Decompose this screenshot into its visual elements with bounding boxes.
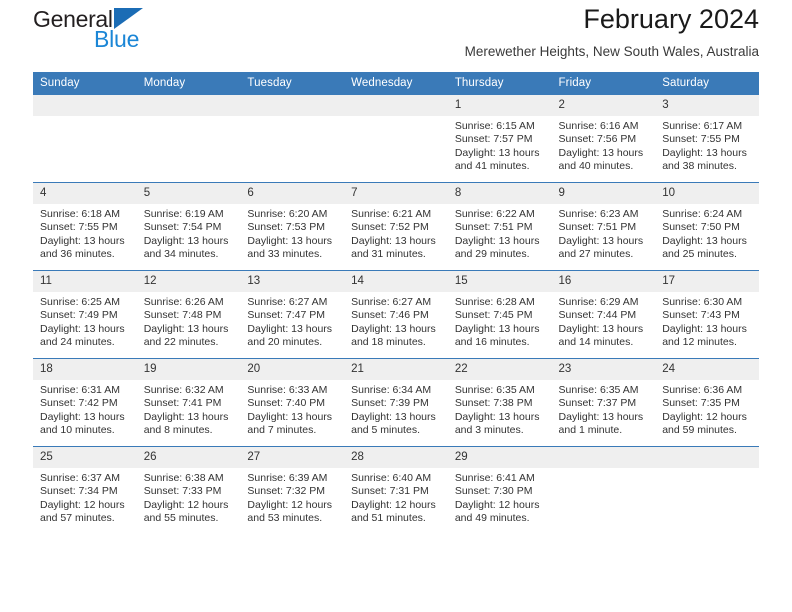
day-cell-content	[240, 183, 344, 270]
daylight-text: Daylight: 12 hours	[247, 498, 333, 511]
sunset-text: Sunset: 7:50 PM	[662, 221, 740, 234]
day-number: 29	[448, 447, 552, 468]
weekday-header-saturday: Saturday	[655, 72, 759, 95]
page-subtitle: Merewether Heights, New South Wales, Australia	[464, 44, 759, 59]
day-cell-content	[240, 271, 344, 358]
calendar-week-row	[33, 271, 759, 359]
sunset-text: Sunset: 7:57 PM	[454, 133, 533, 146]
calendar-day-cell[interactable]	[655, 359, 759, 447]
sunset-text: Sunset: 7:45 PM	[454, 309, 533, 322]
day-sun-info	[344, 204, 448, 262]
daylight-text: Daylight: 12 hours	[662, 410, 747, 423]
sunset-text: Sunset: 7:55 PM	[40, 221, 118, 234]
sunrise-text: Sunrise: 6:35 AM	[558, 384, 639, 396]
sunrise-text: Sunrise: 6:33 AM	[247, 384, 328, 396]
daylight-text-cont: and 14 minutes.	[558, 336, 634, 349]
day-cell-content	[33, 95, 137, 182]
day-sun-info	[137, 468, 241, 526]
calendar-day-cell[interactable]	[33, 271, 137, 359]
day-number: 14	[344, 271, 448, 292]
sunrise-text: Sunrise: 6:28 AM	[454, 296, 535, 308]
daylight-text-cont: and 59 minutes.	[662, 424, 737, 437]
daylight-text: Daylight: 13 hours	[558, 146, 644, 159]
day-number: 3	[655, 95, 759, 116]
daylight-text: Daylight: 12 hours	[351, 498, 436, 511]
day-cell-content	[655, 447, 759, 534]
weekday-header-friday: Friday	[552, 72, 656, 95]
day-number: 20	[240, 359, 344, 380]
calendar-empty-cell	[552, 447, 656, 535]
calendar-week-row	[33, 359, 759, 447]
sunrise-text: Sunrise: 6:40 AM	[351, 472, 432, 484]
daylight-text: Daylight: 13 hours	[454, 322, 540, 335]
day-cell-content	[655, 95, 759, 182]
calendar-day-cell[interactable]	[33, 359, 137, 447]
daylight-text-cont: and 22 minutes.	[143, 336, 219, 349]
sunset-text: Sunset: 7:51 PM	[558, 221, 637, 234]
sunset-text: Sunset: 7:52 PM	[351, 221, 429, 234]
daylight-text: Daylight: 13 hours	[143, 410, 229, 423]
calendar-empty-cell	[137, 95, 241, 183]
daylight-text-cont: and 20 minutes.	[247, 336, 323, 349]
calendar-day-cell[interactable]	[137, 271, 241, 359]
daylight-text: Daylight: 12 hours	[454, 498, 540, 511]
daylight-text-cont: and 51 minutes.	[351, 512, 426, 525]
daylight-text-cont: and 33 minutes.	[247, 248, 323, 261]
sunrise-text: Sunrise: 6:32 AM	[143, 384, 224, 396]
calendar-header-row	[33, 72, 759, 95]
calendar-day-cell[interactable]	[448, 447, 552, 535]
day-sun-info	[240, 380, 344, 438]
sunrise-text: Sunrise: 6:18 AM	[40, 208, 120, 220]
day-cell-content	[552, 95, 656, 182]
day-cell-content	[448, 271, 552, 358]
daylight-text: Daylight: 13 hours	[454, 410, 540, 423]
day-sun-info	[552, 116, 656, 174]
day-number: 21	[344, 359, 448, 380]
day-number: 1	[448, 95, 552, 116]
day-sun-info	[552, 204, 656, 262]
day-cell-content	[655, 271, 759, 358]
calendar-day-cell[interactable]	[33, 183, 137, 271]
day-sun-info	[240, 204, 344, 262]
daylight-text: Daylight: 13 hours	[247, 322, 333, 335]
sunrise-text: Sunrise: 6:17 AM	[662, 120, 743, 132]
weekday-header-wednesday: Wednesday	[344, 72, 448, 95]
sunrise-text: Sunrise: 6:22 AM	[454, 208, 535, 220]
day-number: 8	[448, 183, 552, 204]
day-sun-info	[655, 204, 759, 262]
calendar-day-cell[interactable]	[448, 359, 552, 447]
day-number: 23	[552, 359, 656, 380]
sunrise-text: Sunrise: 6:35 AM	[454, 384, 535, 396]
day-sun-info	[552, 468, 656, 472]
sunrise-text: Sunrise: 6:37 AM	[40, 472, 120, 484]
sunset-text: Sunset: 7:39 PM	[351, 397, 429, 410]
daylight-text: Daylight: 13 hours	[247, 234, 333, 247]
day-sun-info	[448, 292, 552, 350]
weekday-header-monday: Monday	[137, 72, 241, 95]
calendar-day-cell[interactable]	[344, 183, 448, 271]
day-cell-content	[137, 183, 241, 270]
day-sun-info	[448, 204, 552, 262]
day-sun-info	[344, 468, 448, 526]
sunset-text: Sunset: 7:37 PM	[558, 397, 637, 410]
sunrise-text: Sunrise: 6:34 AM	[351, 384, 432, 396]
day-sun-info	[448, 116, 552, 174]
sunrise-text: Sunrise: 6:25 AM	[40, 296, 120, 308]
day-sun-info	[240, 468, 344, 526]
sunset-text: Sunset: 7:32 PM	[247, 485, 326, 498]
sunrise-text: Sunrise: 6:23 AM	[558, 208, 639, 220]
day-cell-content	[344, 95, 448, 182]
sunset-text: Sunset: 7:49 PM	[40, 309, 118, 322]
daylight-text-cont: and 36 minutes.	[40, 248, 115, 261]
weekday-header-tuesday: Tuesday	[240, 72, 344, 95]
sunrise-text: Sunrise: 6:24 AM	[662, 208, 743, 220]
day-cell-content	[552, 271, 656, 358]
day-number	[655, 447, 759, 468]
daylight-text-cont: and 18 minutes.	[351, 336, 426, 349]
day-cell-content	[552, 359, 656, 446]
day-cell-content	[137, 95, 241, 182]
day-sun-info	[344, 292, 448, 350]
daylight-text: Daylight: 12 hours	[143, 498, 229, 511]
day-sun-info	[33, 292, 137, 350]
daylight-text: Daylight: 13 hours	[351, 234, 436, 247]
day-number	[137, 95, 241, 116]
daylight-text-cont: and 57 minutes.	[40, 512, 115, 525]
day-number: 9	[552, 183, 656, 204]
sunset-text: Sunset: 7:51 PM	[454, 221, 533, 234]
calendar-day-cell[interactable]	[448, 95, 552, 183]
day-cell-content	[240, 95, 344, 182]
sunrise-text: Sunrise: 6:39 AM	[247, 472, 328, 484]
calendar-day-cell[interactable]	[655, 95, 759, 183]
day-number: 19	[137, 359, 241, 380]
calendar-day-cell[interactable]	[552, 95, 656, 183]
day-number: 10	[655, 183, 759, 204]
calendar-day-cell[interactable]	[240, 271, 344, 359]
day-sun-info	[137, 292, 241, 350]
calendar-day-cell[interactable]	[240, 183, 344, 271]
calendar-day-cell[interactable]	[552, 271, 656, 359]
day-number: 17	[655, 271, 759, 292]
day-sun-info	[655, 292, 759, 350]
day-sun-info	[344, 380, 448, 438]
day-sun-info	[552, 292, 656, 350]
sunrise-text: Sunrise: 6:21 AM	[351, 208, 432, 220]
sunset-text: Sunset: 7:34 PM	[40, 485, 118, 498]
sunset-text: Sunset: 7:56 PM	[558, 133, 637, 146]
calendar-empty-cell	[240, 95, 344, 183]
daylight-text: Daylight: 13 hours	[558, 410, 644, 423]
day-sun-info	[137, 380, 241, 438]
daylight-text: Daylight: 13 hours	[454, 146, 540, 159]
weekday-header-row	[33, 72, 759, 95]
day-cell-content	[137, 271, 241, 358]
day-number: 18	[33, 359, 137, 380]
calendar-week-row	[33, 95, 759, 183]
calendar-day-cell[interactable]	[137, 359, 241, 447]
sunset-text: Sunset: 7:48 PM	[143, 309, 222, 322]
sunset-text: Sunset: 7:35 PM	[662, 397, 740, 410]
calendar-day-cell[interactable]	[344, 271, 448, 359]
daylight-text-cont: and 38 minutes.	[662, 160, 737, 173]
daylight-text-cont: and 53 minutes.	[247, 512, 323, 525]
day-number: 13	[240, 271, 344, 292]
day-number: 26	[137, 447, 241, 468]
sunrise-text: Sunrise: 6:27 AM	[351, 296, 432, 308]
daylight-text-cont: and 3 minutes.	[454, 424, 524, 437]
daylight-text: Daylight: 13 hours	[247, 410, 333, 423]
day-cell-content	[448, 183, 552, 270]
day-cell-content	[344, 359, 448, 446]
day-cell-content	[552, 183, 656, 270]
sunrise-text: Sunrise: 6:29 AM	[558, 296, 639, 308]
sunrise-text: Sunrise: 6:31 AM	[40, 384, 120, 396]
calendar-day-cell[interactable]	[448, 271, 552, 359]
sunset-text: Sunset: 7:54 PM	[143, 221, 222, 234]
day-cell-content	[33, 447, 137, 534]
day-cell-content	[448, 95, 552, 182]
calendar-day-cell[interactable]	[448, 183, 552, 271]
sunrise-sunset-calendar	[33, 72, 759, 534]
daylight-text-cont: and 25 minutes.	[662, 248, 737, 261]
day-cell-content	[240, 359, 344, 446]
day-number: 2	[552, 95, 656, 116]
general-blue-logo[interactable]	[33, 0, 143, 51]
sunset-text: Sunset: 7:41 PM	[143, 397, 222, 410]
day-sun-info	[552, 380, 656, 438]
day-number: 7	[344, 183, 448, 204]
daylight-text-cont: and 5 minutes.	[351, 424, 420, 437]
sunrise-text: Sunrise: 6:16 AM	[558, 120, 639, 132]
sunset-text: Sunset: 7:33 PM	[143, 485, 222, 498]
day-cell-content	[344, 271, 448, 358]
day-number: 22	[448, 359, 552, 380]
day-cell-content	[33, 271, 137, 358]
sunset-text: Sunset: 7:31 PM	[351, 485, 429, 498]
day-number: 24	[655, 359, 759, 380]
calendar-day-cell[interactable]	[137, 447, 241, 535]
sunrise-text: Sunrise: 6:19 AM	[143, 208, 224, 220]
day-number: 16	[552, 271, 656, 292]
sunset-text: Sunset: 7:53 PM	[247, 221, 326, 234]
sunset-text: Sunset: 7:46 PM	[351, 309, 429, 322]
calendar-day-cell[interactable]	[240, 359, 344, 447]
daylight-text: Daylight: 13 hours	[662, 146, 747, 159]
day-cell-content	[33, 359, 137, 446]
calendar-body	[33, 95, 759, 534]
day-cell-content	[344, 183, 448, 270]
day-number	[33, 95, 137, 116]
calendar-day-cell[interactable]	[655, 183, 759, 271]
day-sun-info	[137, 116, 241, 120]
daylight-text-cont: and 16 minutes.	[454, 336, 530, 349]
day-sun-info	[655, 468, 759, 472]
day-cell-content	[655, 183, 759, 270]
day-number: 12	[137, 271, 241, 292]
day-cell-content	[344, 447, 448, 534]
daylight-text-cont: and 1 minute.	[558, 424, 623, 437]
weekday-header-thursday: Thursday	[448, 72, 552, 95]
daylight-text-cont: and 41 minutes.	[454, 160, 530, 173]
day-sun-info	[344, 116, 448, 120]
daylight-text-cont: and 27 minutes.	[558, 248, 634, 261]
calendar-week-row	[33, 447, 759, 535]
sunset-text: Sunset: 7:44 PM	[558, 309, 637, 322]
title-block	[465, 0, 759, 63]
day-number: 25	[33, 447, 137, 468]
day-sun-info	[655, 116, 759, 174]
day-number	[344, 95, 448, 116]
day-number: 15	[448, 271, 552, 292]
page-header	[33, 0, 759, 72]
day-sun-info	[33, 468, 137, 526]
calendar-week-row	[33, 183, 759, 271]
day-number: 5	[137, 183, 241, 204]
sunrise-text: Sunrise: 6:26 AM	[143, 296, 224, 308]
day-sun-info	[240, 116, 344, 120]
daylight-text-cont: and 8 minutes.	[143, 424, 213, 437]
daylight-text-cont: and 40 minutes.	[558, 160, 634, 173]
sunset-text: Sunset: 7:38 PM	[454, 397, 533, 410]
calendar-empty-cell	[33, 95, 137, 183]
sunset-text: Sunset: 7:40 PM	[247, 397, 326, 410]
day-sun-info	[33, 204, 137, 262]
day-sun-info	[33, 116, 137, 120]
calendar-day-cell[interactable]	[33, 447, 137, 535]
sunrise-text: Sunrise: 6:27 AM	[247, 296, 328, 308]
daylight-text: Daylight: 13 hours	[454, 234, 540, 247]
daylight-text-cont: and 55 minutes.	[143, 512, 219, 525]
day-cell-content	[552, 447, 656, 534]
day-sun-info	[448, 468, 552, 526]
sunrise-text: Sunrise: 6:20 AM	[247, 208, 328, 220]
sunset-text: Sunset: 7:47 PM	[247, 309, 326, 322]
day-cell-content	[137, 359, 241, 446]
sunrise-text: Sunrise: 6:38 AM	[143, 472, 224, 484]
daylight-text: Daylight: 13 hours	[662, 322, 747, 335]
calendar-day-cell[interactable]	[240, 447, 344, 535]
daylight-text-cont: and 7 minutes.	[247, 424, 317, 437]
calendar-day-cell[interactable]	[552, 183, 656, 271]
weekday-header-sunday: Sunday	[33, 72, 137, 95]
calendar-day-cell[interactable]	[655, 271, 759, 359]
daylight-text: Daylight: 13 hours	[351, 322, 436, 335]
sunrise-text: Sunrise: 6:30 AM	[662, 296, 743, 308]
sunset-text: Sunset: 7:55 PM	[662, 133, 740, 146]
day-number: 28	[344, 447, 448, 468]
daylight-text: Daylight: 13 hours	[558, 322, 644, 335]
daylight-text-cont: and 24 minutes.	[40, 336, 115, 349]
calendar-day-cell[interactable]	[137, 183, 241, 271]
day-sun-info	[240, 292, 344, 350]
calendar-day-cell[interactable]	[552, 359, 656, 447]
sunrise-text: Sunrise: 6:41 AM	[454, 472, 535, 484]
sunset-text: Sunset: 7:30 PM	[454, 485, 533, 498]
day-cell-content	[655, 359, 759, 446]
daylight-text-cont: and 12 minutes.	[662, 336, 737, 349]
day-number: 6	[240, 183, 344, 204]
day-sun-info	[137, 204, 241, 262]
daylight-text-cont: and 29 minutes.	[454, 248, 530, 261]
page-title: February 2024	[583, 4, 759, 34]
day-sun-info	[33, 380, 137, 438]
day-cell-content	[448, 447, 552, 534]
day-cell-content	[448, 359, 552, 446]
day-number: 4	[33, 183, 137, 204]
daylight-text-cont: and 10 minutes.	[40, 424, 115, 437]
daylight-text: Daylight: 13 hours	[662, 234, 747, 247]
calendar-empty-cell	[655, 447, 759, 535]
daylight-text-cont: and 49 minutes.	[454, 512, 530, 525]
sunrise-text: Sunrise: 6:36 AM	[662, 384, 743, 396]
daylight-text-cont: and 34 minutes.	[143, 248, 219, 261]
day-sun-info	[448, 380, 552, 438]
day-number: 11	[33, 271, 137, 292]
day-number: 27	[240, 447, 344, 468]
daylight-text: Daylight: 13 hours	[40, 410, 125, 423]
day-number	[552, 447, 656, 468]
sunset-text: Sunset: 7:43 PM	[662, 309, 740, 322]
day-number	[240, 95, 344, 116]
daylight-text: Daylight: 13 hours	[558, 234, 644, 247]
daylight-text-cont: and 31 minutes.	[351, 248, 426, 261]
logo-text-blue: Blue	[94, 26, 140, 52]
sunset-text: Sunset: 7:42 PM	[40, 397, 118, 410]
daylight-text: Daylight: 13 hours	[351, 410, 436, 423]
day-cell-content	[33, 183, 137, 270]
daylight-text: Daylight: 13 hours	[143, 234, 229, 247]
daylight-text: Daylight: 13 hours	[40, 322, 125, 335]
day-sun-info	[655, 380, 759, 438]
daylight-text: Daylight: 12 hours	[40, 498, 125, 511]
sunrise-text: Sunrise: 6:15 AM	[454, 120, 535, 132]
day-cell-content	[240, 447, 344, 534]
day-cell-content	[137, 447, 241, 534]
calendar-day-cell[interactable]	[344, 447, 448, 535]
daylight-text: Daylight: 13 hours	[40, 234, 125, 247]
calendar-day-cell[interactable]	[344, 359, 448, 447]
daylight-text: Daylight: 13 hours	[143, 322, 229, 335]
calendar-empty-cell	[344, 95, 448, 183]
logo-text-general: General	[33, 6, 113, 32]
